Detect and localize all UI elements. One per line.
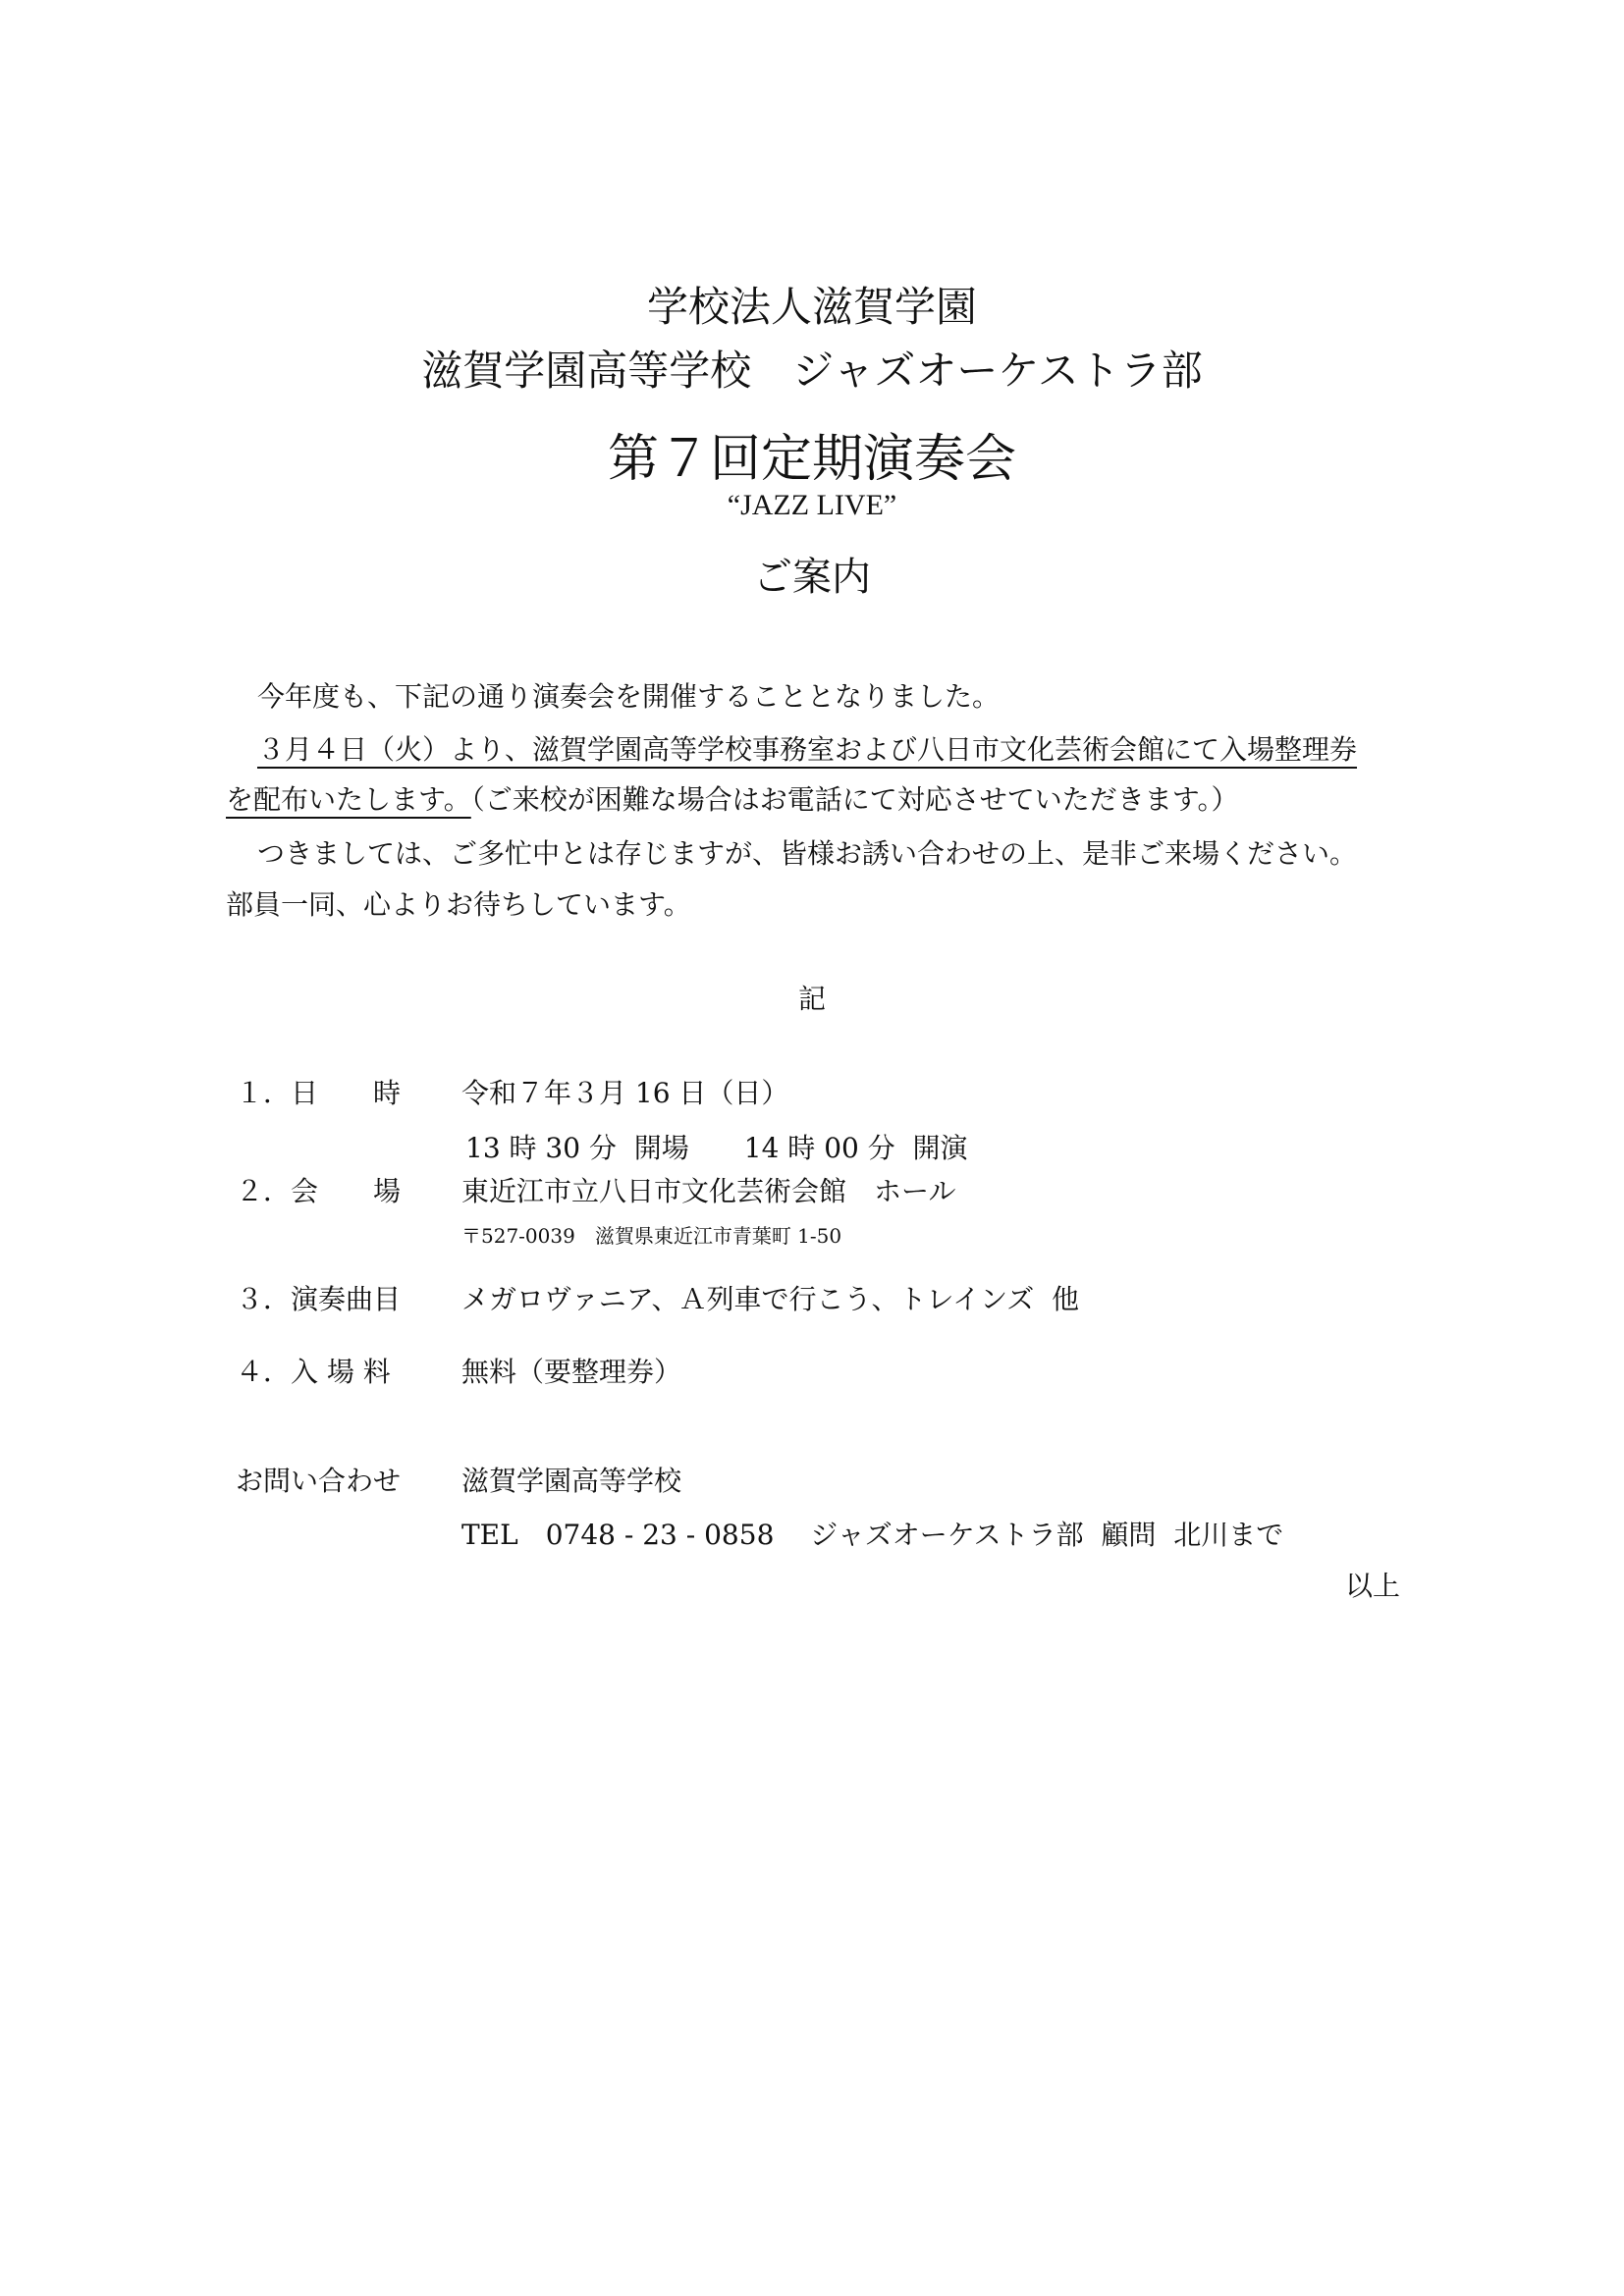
- intro-underlined-text-1: ３月４日（火）より、滋賀学園高等学校事務室および八日市文化芸術会館にて入場整理券: [257, 733, 1358, 766]
- closing-mark: 以上: [1345, 1570, 1401, 1602]
- intro-line-4: つきましては、ご多忙中とは存じますが、皆様お誘い合わせの上、是非ご来場ください。: [257, 837, 1358, 870]
- admission-value: 無料（要整理券）: [461, 1356, 682, 1388]
- venue-label: ２．会 場: [236, 1175, 402, 1207]
- contact-tel: TEL 0748 - 23 - 0858 ジャズオーケストラ部 顧問 北川まで: [461, 1519, 1284, 1551]
- time-value: 13 時 30 分 開場 14 時 00 分 開演: [465, 1132, 968, 1164]
- intro-note: （ご来校が困難な場合はお電話にて対応させていただきます。）: [470, 783, 1239, 816]
- date-label: １．日 時: [236, 1077, 402, 1109]
- intro-line-5: 部員一同、心よりお待ちしています。: [226, 888, 691, 921]
- ki-heading: 記: [797, 983, 826, 1015]
- contact-label: お問い合わせ: [236, 1465, 402, 1497]
- contact-school: 滋賀学園高等学校: [461, 1465, 682, 1497]
- concert-title: 第７回定期演奏会: [607, 430, 1016, 489]
- guide-heading: ご案内: [753, 555, 871, 600]
- concert-subtitle: “JAZZ LIVE”: [727, 489, 897, 521]
- intro-underlined-text-2: を配布いたします。: [226, 783, 471, 816]
- school-club-name: 滋賀学園高等学校 ジャズオーケストラ部: [421, 347, 1203, 395]
- admission-label: ４．入 場 料: [236, 1356, 391, 1388]
- organization-name: 学校法人滋賀学園: [646, 283, 977, 331]
- program-value: メガロヴァニア、Ａ列車で行こう、トレインズ 他: [461, 1283, 1080, 1315]
- intro-line-1: 今年度も、下記の通り演奏会を開催することとなりました。: [257, 680, 1001, 713]
- intro-line-2: [257, 728, 1435, 768]
- venue-address: 〒527-0039 滋賀県東近江市青葉町 1-50: [461, 1224, 842, 1248]
- intro-line-3: [226, 778, 1404, 818]
- venue-value: 東近江市立八日市文化芸術会館 ホール: [461, 1175, 956, 1207]
- program-label: ３．演奏曲目: [236, 1283, 402, 1315]
- date-value: 令和７年３月 16 日（日）: [461, 1077, 789, 1109]
